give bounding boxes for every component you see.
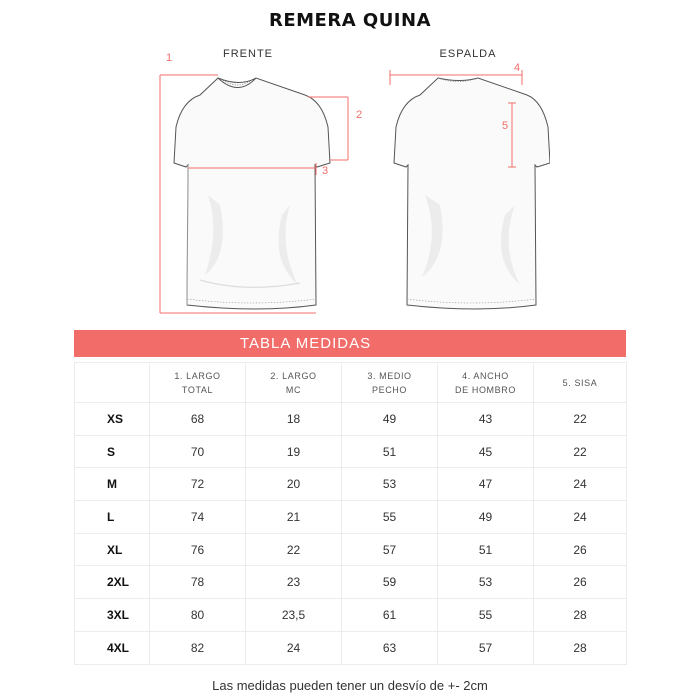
page-title: REMERA QUINA	[268, 10, 432, 31]
size-label: S	[75, 435, 150, 468]
size-label: L	[75, 501, 150, 534]
table-cell: 28	[534, 599, 627, 632]
column-header: 2. LARGO MC	[246, 363, 342, 403]
table-cell: 61	[342, 599, 438, 632]
table-cell: 22	[534, 403, 627, 436]
table-cell: 22	[246, 533, 342, 566]
table-header-row	[75, 363, 627, 403]
table-cell: 78	[150, 566, 246, 599]
table-cell: 26	[534, 533, 627, 566]
column-header	[75, 363, 150, 403]
table-cell: 51	[438, 533, 534, 566]
table-cell: 74	[150, 501, 246, 534]
column-header: 5. SISA	[534, 363, 627, 403]
size-table	[74, 362, 627, 665]
table-cell: 23,5	[246, 599, 342, 632]
footnote: Las medidas pueden tener un desvío de +- 2cm	[212, 678, 488, 693]
table-cell: 24	[246, 631, 342, 664]
table-cell: 53	[438, 566, 534, 599]
table-cell: 28	[534, 631, 627, 664]
table-cell: 57	[438, 631, 534, 664]
marker-5: 5	[502, 120, 509, 132]
table-cell: 47	[438, 468, 534, 501]
table-cell: 18	[246, 403, 342, 436]
table-banner-title: TABLA MEDIDAS	[240, 335, 372, 352]
front-shirt-illustration	[174, 78, 330, 309]
size-label: M	[75, 468, 150, 501]
table-row	[75, 468, 627, 501]
table-row	[75, 566, 627, 599]
table-cell: 24	[534, 501, 627, 534]
table-cell: 53	[342, 468, 438, 501]
table-cell: 55	[342, 501, 438, 534]
table-cell: 19	[246, 435, 342, 468]
table-cell: 63	[342, 631, 438, 664]
table-cell: 49	[438, 501, 534, 534]
column-header: 3. MEDIO PECHO	[342, 363, 438, 403]
table-cell: 82	[150, 631, 246, 664]
table-cell: 45	[438, 435, 534, 468]
table-cell: 49	[342, 403, 438, 436]
table-cell: 72	[150, 468, 246, 501]
table-row	[75, 403, 627, 436]
size-label: 3XL	[75, 599, 150, 632]
back-view-label: ESPALDA	[439, 48, 497, 60]
table-cell: 43	[438, 403, 534, 436]
table-cell: 26	[534, 566, 627, 599]
table-cell: 68	[150, 403, 246, 436]
table-row	[75, 501, 627, 534]
size-label: 4XL	[75, 631, 150, 664]
table-cell: 70	[150, 435, 246, 468]
table-cell: 21	[246, 501, 342, 534]
table-cell: 57	[342, 533, 438, 566]
column-header: 4. ANCHO DE HOMBRO	[438, 363, 534, 403]
table-cell: 24	[534, 468, 627, 501]
back-shirt-illustration	[394, 78, 550, 309]
table-cell: 20	[246, 468, 342, 501]
table-row	[75, 599, 627, 632]
table-row	[75, 435, 627, 468]
table-cell: 80	[150, 599, 246, 632]
column-header: 1. LARGO TOTAL	[150, 363, 246, 403]
size-label: 2XL	[75, 566, 150, 599]
table-cell: 51	[342, 435, 438, 468]
table-cell: 76	[150, 533, 246, 566]
table-cell: 59	[342, 566, 438, 599]
marker-3: 3	[322, 165, 329, 177]
size-label: XS	[75, 403, 150, 436]
table-row	[75, 631, 627, 664]
marker-1: 1	[166, 52, 173, 64]
size-label: XL	[75, 533, 150, 566]
table-cell: 22	[534, 435, 627, 468]
table-cell: 55	[438, 599, 534, 632]
front-view-label: FRENTE	[223, 48, 273, 60]
table-cell: 23	[246, 566, 342, 599]
shirt-diagram	[150, 55, 550, 320]
table-row	[75, 533, 627, 566]
marker-4: 4	[514, 62, 521, 74]
table-banner	[74, 330, 626, 357]
marker-2: 2	[356, 109, 363, 121]
